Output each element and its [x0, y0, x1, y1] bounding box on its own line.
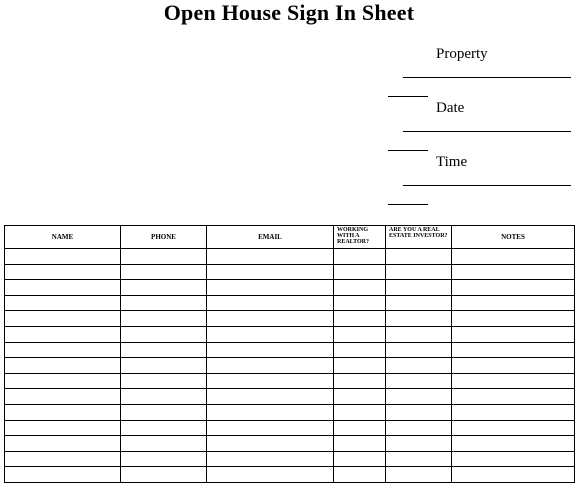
email-cell[interactable]: [207, 342, 334, 358]
phone-cell[interactable]: [121, 451, 207, 467]
email-cell[interactable]: [207, 264, 334, 280]
investor-cell[interactable]: [386, 295, 452, 311]
email-cell[interactable]: [207, 295, 334, 311]
email-cell[interactable]: [207, 249, 334, 265]
table-header-row: [5, 226, 575, 249]
email-cell[interactable]: [207, 451, 334, 467]
table-row: [5, 373, 575, 389]
table-row: [5, 420, 575, 436]
name-cell[interactable]: [5, 420, 121, 436]
investor-cell[interactable]: [386, 373, 452, 389]
phone-cell[interactable]: [121, 467, 207, 483]
table-row: [5, 342, 575, 358]
table-body: [5, 249, 575, 483]
realtor-cell[interactable]: [334, 404, 386, 420]
notes-cell[interactable]: [452, 326, 575, 342]
notes-cell[interactable]: [452, 342, 575, 358]
realtor-cell[interactable]: [334, 249, 386, 265]
phone-cell[interactable]: [121, 404, 207, 420]
time-line[interactable]: [403, 185, 571, 186]
date-line[interactable]: [403, 131, 571, 132]
name-cell[interactable]: [5, 358, 121, 374]
property-short-line: [388, 96, 428, 97]
notes-cell[interactable]: [452, 404, 575, 420]
realtor-cell[interactable]: [334, 436, 386, 452]
name-cell[interactable]: [5, 451, 121, 467]
name-cell[interactable]: [5, 389, 121, 405]
email-cell[interactable]: [207, 280, 334, 296]
investor-cell[interactable]: [386, 451, 452, 467]
phone-cell[interactable]: [121, 373, 207, 389]
phone-cell[interactable]: [121, 358, 207, 374]
table-row: [5, 436, 575, 452]
phone-cell[interactable]: [121, 420, 207, 436]
phone-cell[interactable]: [121, 249, 207, 265]
phone-cell[interactable]: [121, 280, 207, 296]
notes-cell[interactable]: [452, 249, 575, 265]
realtor-cell[interactable]: [334, 311, 386, 327]
email-cell[interactable]: [207, 467, 334, 483]
name-cell[interactable]: [5, 295, 121, 311]
realtor-cell[interactable]: [334, 358, 386, 374]
column-header-phone: PHONE: [121, 226, 207, 249]
name-cell[interactable]: [5, 249, 121, 265]
name-cell[interactable]: [5, 373, 121, 389]
investor-cell[interactable]: [386, 358, 452, 374]
investor-cell[interactable]: [386, 420, 452, 436]
notes-cell[interactable]: [452, 420, 575, 436]
column-header-working-with-realtor: WORKING WITH A REALTOR?: [334, 226, 386, 249]
investor-cell[interactable]: [386, 326, 452, 342]
column-header-name: NAME: [5, 226, 121, 249]
email-cell[interactable]: [207, 358, 334, 374]
notes-cell[interactable]: [452, 280, 575, 296]
date-label: Date: [436, 100, 465, 116]
notes-cell[interactable]: [452, 295, 575, 311]
name-cell[interactable]: [5, 280, 121, 296]
table-row: [5, 451, 575, 467]
notes-cell[interactable]: [452, 389, 575, 405]
notes-cell[interactable]: [452, 451, 575, 467]
table-row: [5, 404, 575, 420]
column-header-real-estate-investor: ARE YOU A REAL ESTATE INVESTOR?: [386, 226, 452, 249]
name-cell[interactable]: [5, 326, 121, 342]
email-cell[interactable]: [207, 389, 334, 405]
property-line[interactable]: [403, 77, 571, 78]
table-row: [5, 280, 575, 296]
notes-cell[interactable]: [452, 264, 575, 280]
phone-cell[interactable]: [121, 436, 207, 452]
email-cell[interactable]: [207, 436, 334, 452]
phone-cell[interactable]: [121, 311, 207, 327]
investor-cell[interactable]: [386, 249, 452, 265]
realtor-cell[interactable]: [334, 342, 386, 358]
notes-cell[interactable]: [452, 358, 575, 374]
table-row: [5, 295, 575, 311]
investor-cell[interactable]: [386, 436, 452, 452]
phone-cell[interactable]: [121, 389, 207, 405]
notes-cell[interactable]: [452, 373, 575, 389]
table-row: [5, 389, 575, 405]
table-row: [5, 358, 575, 374]
email-cell[interactable]: [207, 311, 334, 327]
name-cell[interactable]: [5, 436, 121, 452]
realtor-cell[interactable]: [334, 420, 386, 436]
notes-cell[interactable]: [452, 311, 575, 327]
property-label: Property: [436, 46, 488, 62]
investor-cell[interactable]: [386, 264, 452, 280]
email-cell[interactable]: [207, 420, 334, 436]
investor-cell[interactable]: [386, 467, 452, 483]
realtor-cell[interactable]: [334, 467, 386, 483]
realtor-cell[interactable]: [334, 389, 386, 405]
investor-cell[interactable]: [386, 389, 452, 405]
investor-cell[interactable]: [386, 342, 452, 358]
table-row: [5, 326, 575, 342]
page-title: Open House Sign In Sheet: [163, 0, 415, 25]
phone-cell[interactable]: [121, 326, 207, 342]
sign-in-table: [4, 225, 575, 483]
column-header-notes: NOTES: [452, 226, 575, 249]
phone-cell[interactable]: [121, 342, 207, 358]
name-cell[interactable]: [5, 467, 121, 483]
name-cell[interactable]: [5, 264, 121, 280]
phone-cell[interactable]: [121, 264, 207, 280]
phone-cell[interactable]: [121, 295, 207, 311]
realtor-cell[interactable]: [334, 264, 386, 280]
investor-cell[interactable]: [386, 280, 452, 296]
realtor-cell[interactable]: [334, 326, 386, 342]
name-cell[interactable]: [5, 311, 121, 327]
realtor-cell[interactable]: [334, 295, 386, 311]
notes-cell[interactable]: [452, 436, 575, 452]
table-row: [5, 264, 575, 280]
date-short-line: [388, 150, 428, 151]
name-cell[interactable]: [5, 342, 121, 358]
time-label: Time: [436, 154, 468, 170]
name-cell[interactable]: [5, 404, 121, 420]
time-short-line: [388, 204, 428, 205]
realtor-cell[interactable]: [334, 373, 386, 389]
realtor-cell[interactable]: [334, 280, 386, 296]
investor-cell[interactable]: [386, 404, 452, 420]
email-cell[interactable]: [207, 404, 334, 420]
table-row: [5, 311, 575, 327]
email-cell[interactable]: [207, 373, 334, 389]
email-cell[interactable]: [207, 326, 334, 342]
table-row: [5, 249, 575, 265]
notes-cell[interactable]: [452, 467, 575, 483]
realtor-cell[interactable]: [334, 451, 386, 467]
investor-cell[interactable]: [386, 311, 452, 327]
table-row: [5, 467, 575, 483]
column-header-email: EMAIL: [207, 226, 334, 249]
